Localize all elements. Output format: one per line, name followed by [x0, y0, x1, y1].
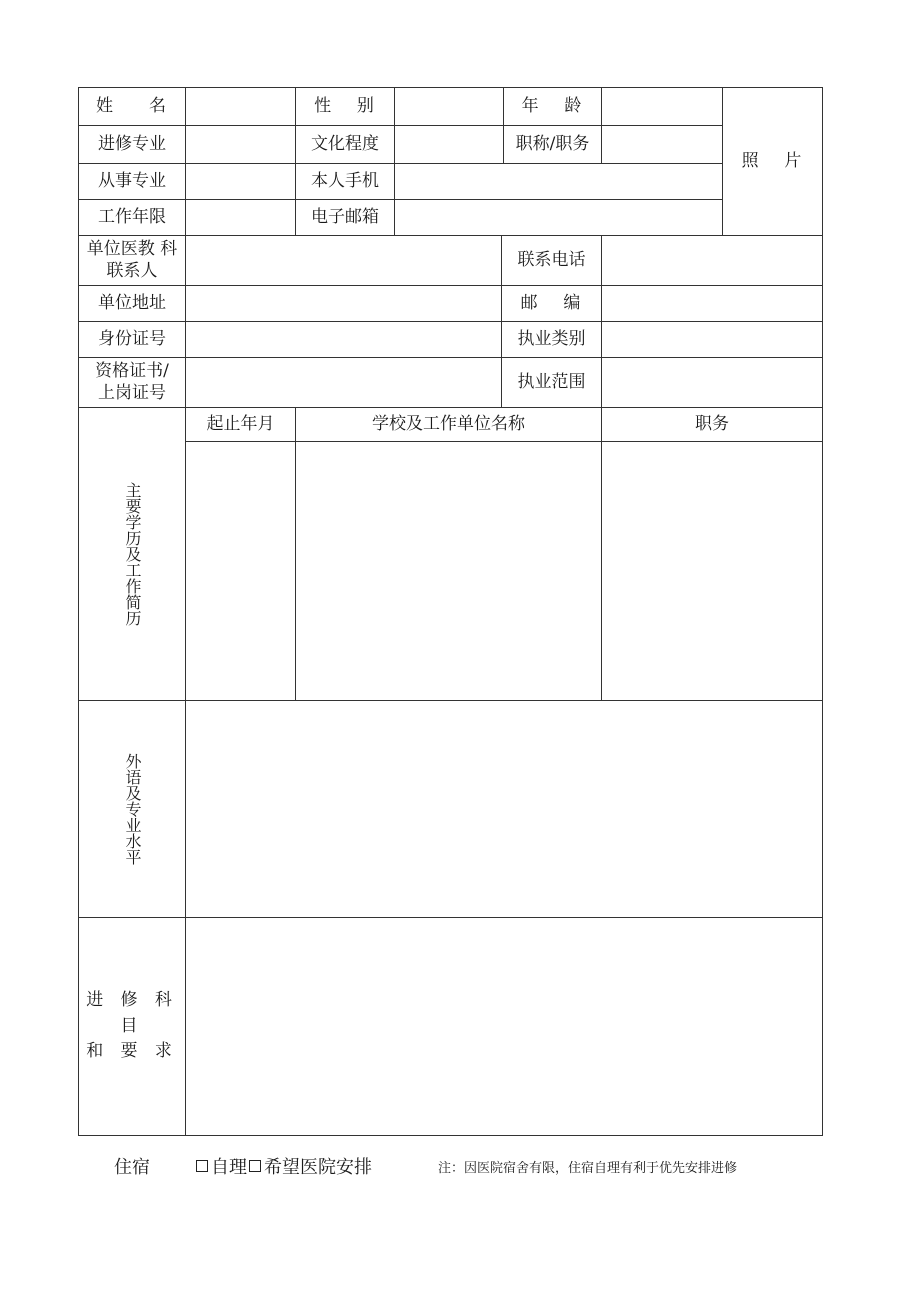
contact-label [79, 236, 186, 286]
id-field[interactable] [186, 322, 502, 358]
gender-label: 性 别 [296, 88, 395, 126]
work-years-label: 工作年限 [79, 200, 186, 236]
id-label: 身份证号 [79, 322, 186, 358]
request-label-line1: 进 修 科 目 [86, 990, 178, 1036]
education-field[interactable] [395, 126, 504, 164]
title-label: 职称/职务 [504, 126, 602, 164]
request-label-cell [79, 918, 186, 1135]
resume-header-school: 学校及工作单位名称 [296, 408, 602, 442]
address-field[interactable] [186, 286, 502, 322]
resume-label-cell [79, 408, 186, 701]
contact-phone-label: 联系电话 [502, 236, 602, 286]
cert-label-line1: 资格证书/ [95, 361, 169, 382]
self-option-label: 自理 [211, 1157, 247, 1178]
title-field[interactable] [602, 126, 723, 164]
age-field[interactable] [602, 88, 723, 126]
name-field[interactable] [186, 88, 296, 126]
request-field[interactable] [186, 918, 822, 1135]
contact-label-line2: 联系人 [106, 260, 158, 281]
resume-position-field[interactable] [602, 442, 822, 701]
hospital-option-label: 希望医院安排 [264, 1157, 372, 1178]
email-field[interactable] [395, 200, 723, 236]
lodging-note: 注：因医院宿舍有限，住宿自理有利于优先安排进修 [438, 1161, 738, 1176]
practice-field[interactable] [186, 164, 296, 200]
contact-phone-field[interactable] [602, 236, 822, 286]
name-label: 姓 名 [79, 88, 186, 126]
language-label: 外语及专业水平 [123, 753, 142, 865]
gender-field[interactable] [395, 88, 504, 126]
resume-header-position: 职务 [602, 408, 822, 442]
resume-header-period: 起止年月 [186, 408, 296, 442]
contact-field[interactable] [186, 236, 502, 286]
lodging-options [196, 1153, 372, 1179]
request-label-line2: 和 要 求 [86, 1041, 178, 1062]
cert-label [79, 358, 186, 408]
practice-type-field[interactable] [602, 322, 822, 358]
education-label: 文化程度 [296, 126, 395, 164]
resume-period-field[interactable] [186, 442, 296, 701]
mobile-label: 本人手机 [296, 164, 395, 200]
self-checkbox[interactable] [196, 1160, 208, 1172]
mobile-field[interactable] [395, 164, 723, 200]
specialty-field[interactable] [186, 126, 296, 164]
practice-scope-field[interactable] [602, 358, 822, 408]
hospital-checkbox[interactable] [249, 1160, 261, 1172]
language-field[interactable] [186, 701, 822, 918]
resume-label: 主要学历及工作简历 [123, 482, 142, 626]
email-label: 电子邮箱 [296, 200, 395, 236]
practice-label: 从事专业 [79, 164, 186, 200]
work-years-field[interactable] [186, 200, 296, 236]
language-label-cell [79, 701, 186, 918]
photo-box[interactable]: 照 片 [723, 88, 822, 236]
practice-type-label: 执业类别 [502, 322, 602, 358]
resume-school-field[interactable] [296, 442, 602, 701]
postcode-field[interactable] [602, 286, 822, 322]
postcode-label: 邮 编 [502, 286, 602, 322]
application-form [78, 87, 823, 1136]
cert-field[interactable] [186, 358, 502, 408]
cert-label-line2: 上岗证号 [98, 382, 166, 403]
contact-label-line1: 单位医教 科 [86, 239, 178, 260]
lodging-label: 住宿 [114, 1157, 150, 1178]
lodging-row [0, 1148, 920, 1180]
specialty-label: 进修专业 [79, 126, 186, 164]
address-label: 单位地址 [79, 286, 186, 322]
practice-scope-label: 执业范围 [502, 358, 602, 408]
age-label: 年 龄 [504, 88, 602, 126]
